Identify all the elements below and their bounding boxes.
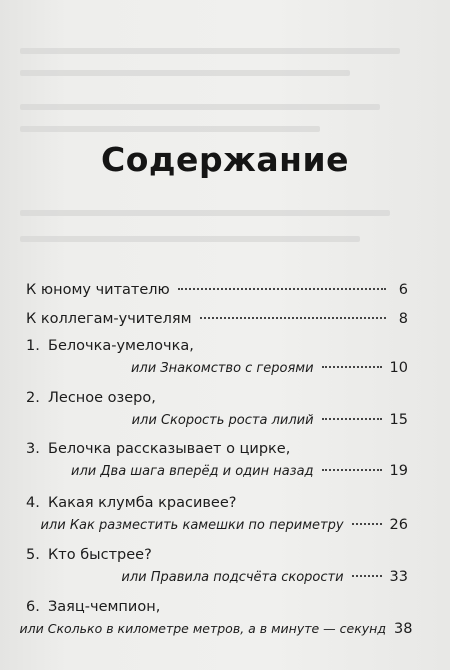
entry-number: 1.	[26, 338, 40, 354]
entry-page: 26	[389, 517, 408, 533]
entry-title: Какая клумба красивее?	[48, 495, 237, 511]
entry-page: 10	[389, 360, 408, 376]
toc-entry[interactable]	[26, 495, 408, 533]
entry-subtitle: или Скорость роста лилий	[131, 413, 314, 428]
entry-subtitle: или Знакомство с героями	[130, 361, 314, 376]
dot-leader	[322, 366, 382, 368]
entry-title: Лесное озеро,	[48, 390, 156, 406]
entry-title: Белочка рассказывает о цирке,	[48, 441, 291, 457]
entry-subtitle: или Сколько в километре метров, а в минуте — секунд	[19, 621, 386, 636]
toc-entry[interactable]	[26, 338, 408, 376]
toc-entry[interactable]	[26, 390, 408, 428]
toc-entry[interactable]	[26, 547, 408, 585]
toc-entry[interactable]	[26, 311, 408, 327]
dot-leader	[322, 418, 382, 420]
page-title: Содержание	[101, 140, 349, 179]
entry-title: Кто быстрее?	[48, 547, 152, 563]
entry-page: 6	[398, 282, 408, 298]
entry-title: Белочка-умелочка,	[48, 338, 194, 354]
bleed-through-line	[20, 104, 380, 110]
entry-title: К юному читателю	[26, 282, 170, 298]
dot-leader	[352, 523, 382, 525]
dot-leader	[322, 469, 382, 471]
dot-leader	[352, 575, 382, 577]
entry-page: 15	[389, 412, 408, 428]
entry-title: Заяц-чемпион,	[48, 599, 161, 615]
entry-title: К коллегам-учителям	[26, 311, 192, 327]
entry-number: 5.	[26, 547, 40, 563]
entry-number: 2.	[26, 390, 40, 406]
entry-number: 6.	[26, 599, 40, 615]
entry-page: 8	[398, 311, 408, 327]
entry-page: 38	[394, 621, 413, 637]
entry-subtitle: или Как разместить камешки по периметру	[40, 518, 344, 533]
bleed-through-line	[20, 236, 360, 242]
entry-number: 4.	[26, 495, 40, 511]
bleed-through-line	[20, 126, 320, 132]
bleed-through-line	[20, 210, 390, 216]
entry-number: 3.	[26, 441, 40, 457]
entry-page: 33	[389, 569, 408, 585]
entry-page: 19	[389, 463, 408, 479]
toc-entry[interactable]	[26, 282, 408, 298]
toc-entry[interactable]	[26, 441, 408, 479]
dot-leader	[178, 288, 386, 290]
bleed-through-line	[20, 70, 350, 76]
entry-subtitle: или Правила подсчёта скорости	[121, 570, 344, 585]
entry-subtitle: или Два шага вперёд и один назад	[71, 464, 314, 479]
dot-leader	[200, 317, 386, 319]
toc-entry[interactable]	[19, 599, 413, 637]
bleed-through-line	[20, 48, 400, 54]
